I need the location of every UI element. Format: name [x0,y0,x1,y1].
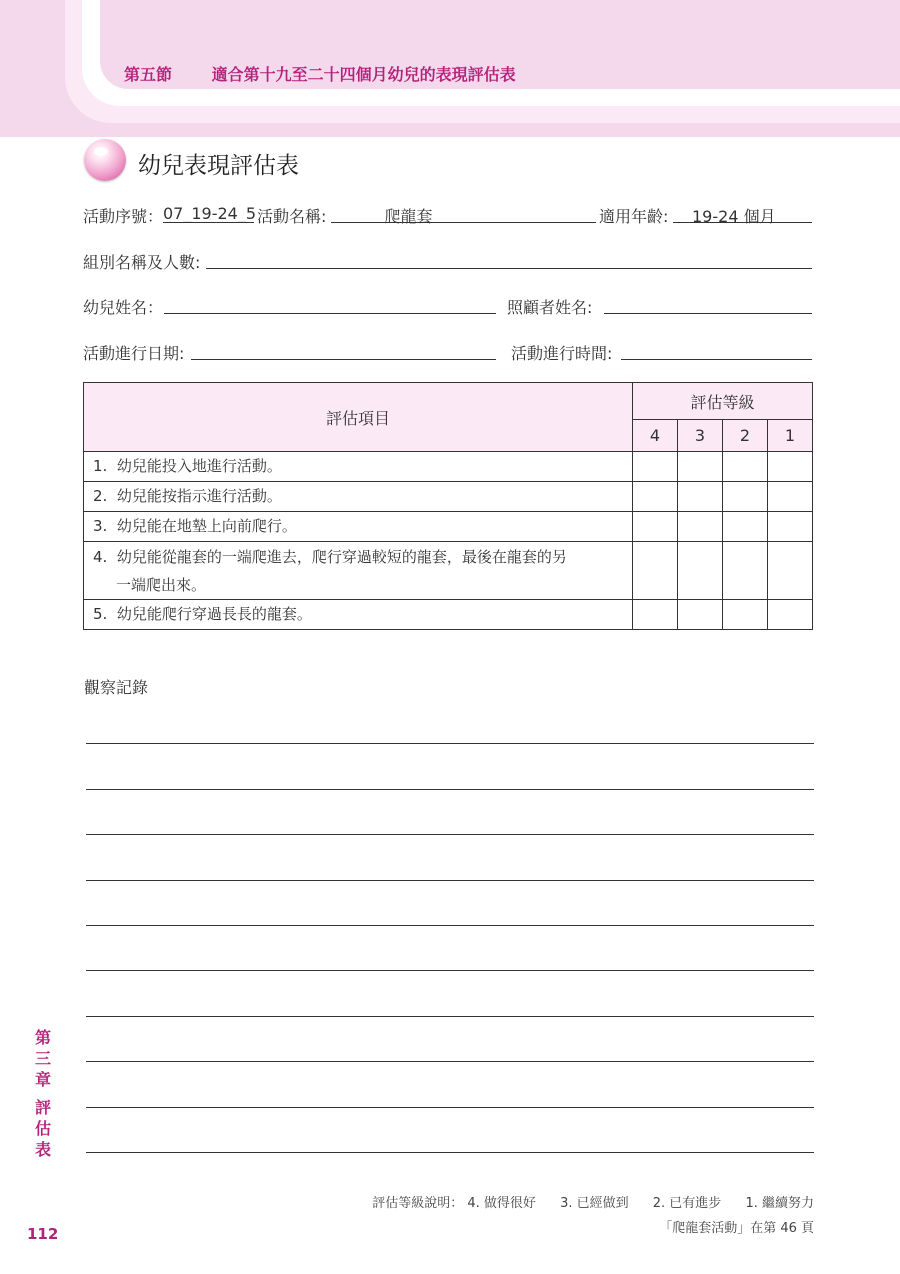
carer-name-label: 照顧者姓名: [507,298,593,317]
grade-cell[interactable] [678,482,723,512]
observation-line[interactable] [86,1152,814,1153]
carer-name-field[interactable] [604,313,812,314]
item-description: 幼兒能在地墊上向前爬行。 [116,517,297,535]
observation-line[interactable] [86,789,814,790]
observation-line[interactable] [86,1061,814,1062]
observation-line[interactable] [86,743,814,744]
grade-cell[interactable] [768,512,813,542]
grade-cell[interactable] [633,452,678,482]
item-description: 幼兒能投入地進行活動。 [116,457,282,475]
child-name-field[interactable] [164,313,496,314]
table-row [84,600,813,630]
chapter-char: 第 [34,1028,51,1047]
legend-item: 4. 做得很好 [467,1196,536,1211]
grade-cell[interactable] [633,600,678,630]
grade-cell[interactable] [723,482,768,512]
grade-4-header: 4 [633,420,678,452]
activity-no-label: 活動序號： [83,207,164,226]
item-description: 幼兒能按指示進行活動。 [116,487,282,505]
observation-line[interactable] [86,1016,814,1017]
item-number: 2. [93,487,108,505]
observation-line[interactable] [86,925,814,926]
grade-3-header: 3 [678,420,723,452]
age-label: 適用年齡: [599,207,669,226]
chapter-side-label [33,1027,53,1090]
item-text [84,482,633,512]
date-field[interactable] [191,359,496,360]
section-number: 第五節 [124,65,173,84]
item-description-continued: 一端爬出來。 [116,575,207,594]
section-header [124,62,516,85]
observation-title: 觀察記錄 [84,678,149,697]
child-name-label: 幼兒姓名： [83,298,164,317]
evaluation-table [83,382,813,630]
item-text [84,600,633,630]
grade-cell[interactable] [768,600,813,630]
observation-line[interactable] [86,834,814,835]
observation-line[interactable] [86,880,814,881]
table-row [84,482,813,512]
item-number: 5. [93,605,108,623]
item-text [84,542,633,600]
grade-cell[interactable] [723,600,768,630]
item-description: 幼兒能從龍套的一端爬進去，爬行穿過較短的龍套，最後在龍套的另 [116,547,567,566]
grade-1-header: 1 [768,420,813,452]
activity-name-value: 爬龍套 [384,207,433,226]
legend-item: 2. 已有進步 [652,1196,722,1211]
table-row [84,452,813,482]
grade-cell[interactable] [678,542,723,600]
date-label: 活動進行日期: [83,344,185,363]
section-char: 估 [34,1119,51,1138]
table-row [84,512,813,542]
pink-bubble-icon [84,139,126,181]
activity-no-value: 07_19-24_5 [163,204,257,223]
observation-line[interactable] [86,1107,814,1108]
item-text [84,452,633,482]
section-char: 評 [34,1098,51,1117]
legend-label: 評估等級說明： [372,1196,464,1211]
time-label: 活動進行時間: [511,344,613,363]
page-title: 幼兒表現評估表 [138,153,299,179]
section-title: 適合第十九至二十四個月幼兒的表現評估表 [211,65,516,84]
grade-cell[interactable] [723,542,768,600]
time-field[interactable] [621,359,812,360]
grade-cell[interactable] [768,452,813,482]
chapter-char: 章 [34,1070,51,1089]
chapter-char: 三 [34,1049,51,1068]
item-number: 3. [93,517,108,535]
item-description: 幼兒能爬行穿過長長的龍套。 [116,605,312,623]
legend-item: 1. 繼續努力 [745,1196,814,1211]
table-row [84,542,813,600]
grade-cell[interactable] [678,512,723,542]
grade-cell[interactable] [678,452,723,482]
section-char: 表 [34,1140,51,1159]
grade-cell[interactable] [768,542,813,600]
grade-cell[interactable] [633,542,678,600]
item-number: 4. [93,547,108,566]
item-number: 1. [93,457,108,475]
grade-cell[interactable] [678,600,723,630]
item-text [84,512,633,542]
section-side-label [33,1097,53,1160]
grade-cell[interactable] [768,482,813,512]
grade-cell[interactable] [633,482,678,512]
grade-header: 評估等級 [633,383,813,420]
age-value: 19-24 個月 [692,207,776,226]
group-field[interactable] [206,268,812,269]
grade-2-header: 2 [723,420,768,452]
legend-item: 3. 已經做到 [560,1196,629,1211]
item-header: 評估項目 [84,383,633,452]
grade-cell[interactable] [723,452,768,482]
grade-legend [372,1192,814,1211]
grade-cell[interactable] [723,512,768,542]
group-label: 組別名稱及人數: [83,253,201,272]
activity-name-label: 活動名稱: [257,207,327,226]
observation-line[interactable] [86,970,814,971]
grade-cell[interactable] [633,512,678,542]
activity-reference: 「爬龍套活動」在第 46 頁 [659,1221,814,1236]
page-number: 112 [27,1225,59,1243]
